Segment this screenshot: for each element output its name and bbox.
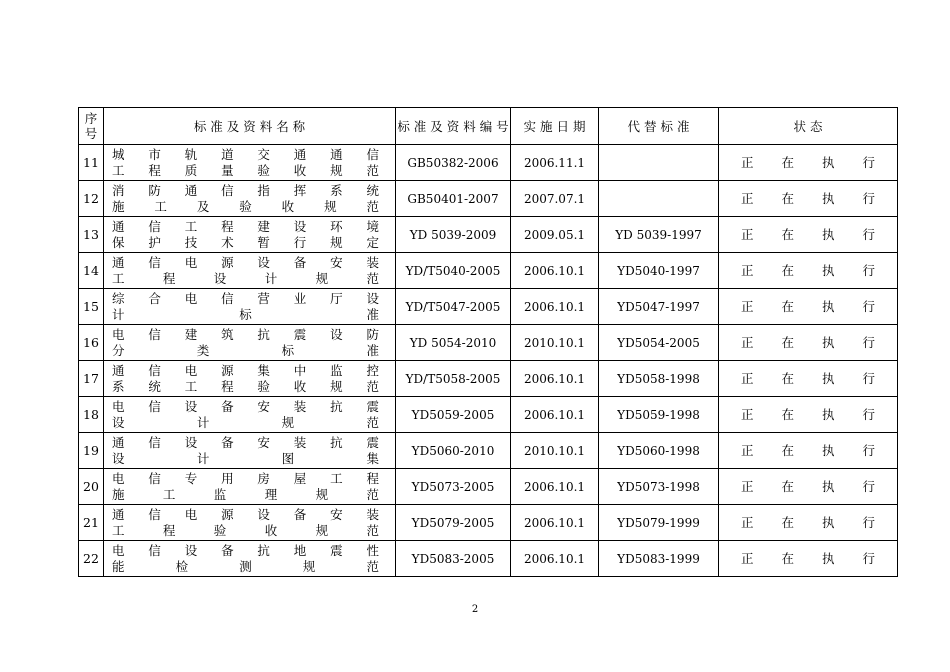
effective-date: 2007.07.1 (511, 181, 599, 217)
effective-date: 2006.10.1 (511, 397, 599, 433)
replaced-standard: YD5083-1999 (599, 541, 719, 577)
standard-code: YD 5039-2009 (396, 217, 511, 253)
table-row (79, 217, 898, 253)
standard-code: GB50382-2006 (396, 145, 511, 181)
effective-date: 2006.10.1 (511, 469, 599, 505)
effective-date: 2006.10.1 (511, 505, 599, 541)
row-number: 19 (79, 433, 104, 469)
header-name: 标 准 及 资 料 名 称 (104, 108, 396, 145)
table-row (79, 181, 898, 217)
replaced-standard: YD 5039-1997 (599, 217, 719, 253)
table-header-row (79, 108, 898, 145)
replaced-standard: YD5060-1998 (599, 433, 719, 469)
standard-name: 城 市 轨 道 交 通 通 信 工 程 质 量 验 收 规 范 (104, 145, 396, 181)
row-number: 18 (79, 397, 104, 433)
standard-name: 通 信 设 备 安 装 抗 震 设 计 图 集 (104, 433, 396, 469)
effective-date: 2006.10.1 (511, 253, 599, 289)
standard-code: YD/T5058-2005 (396, 361, 511, 397)
header-date: 实 施 日 期 (511, 108, 599, 145)
standard-name: 通 信 电 源 集 中 监 控 系 统 工 程 验 收 规 范 (104, 361, 396, 397)
replaced-standard: YD5058-1998 (599, 361, 719, 397)
standard-name: 通 信 电 源 设 备 安 装 工 程 设 计 规 范 (104, 253, 396, 289)
status-text: 正 在 执 行 (719, 433, 898, 469)
effective-date: 2006.10.1 (511, 541, 599, 577)
row-number: 16 (79, 325, 104, 361)
standard-name: 通 信 工 程 建 设 环 境 保 护 技 术 暂 行 规 定 (104, 217, 396, 253)
row-number: 21 (79, 505, 104, 541)
status-text: 正 在 执 行 (719, 541, 898, 577)
standard-code: YD5083-2005 (396, 541, 511, 577)
standard-name: 电 信 设 备 安 装 抗 震 设 计 规 范 (104, 397, 396, 433)
table-row (79, 253, 898, 289)
table-row (79, 505, 898, 541)
replaced-standard: YD5054-2005 (599, 325, 719, 361)
standard-name: 消 防 通 信 指 挥 系 统 施 工 及 验 收 规 范 (104, 181, 396, 217)
standard-name: 电 信 专 用 房 屋 工 程 施 工 监 理 规 范 (104, 469, 396, 505)
status-text: 正 在 执 行 (719, 361, 898, 397)
status-text: 正 在 执 行 (719, 217, 898, 253)
status-text: 正 在 执 行 (719, 397, 898, 433)
table-row (79, 469, 898, 505)
replaced-standard: YD5047-1997 (599, 289, 719, 325)
header-status: 状 态 (719, 108, 898, 145)
row-number: 12 (79, 181, 104, 217)
row-number: 17 (79, 361, 104, 397)
standard-name: 综 合 电 信 营 业 厅 设 计 标 准 (104, 289, 396, 325)
table-row (79, 433, 898, 469)
row-number: 14 (79, 253, 104, 289)
table-row (79, 145, 898, 181)
header-replace: 代 替 标 准 (599, 108, 719, 145)
standard-code: YD5079-2005 (396, 505, 511, 541)
standard-code: YD5059-2005 (396, 397, 511, 433)
status-text: 正 在 执 行 (719, 253, 898, 289)
header-code: 标 准 及 资 料 编 号 (396, 108, 511, 145)
effective-date: 2009.05.1 (511, 217, 599, 253)
standard-code: YD 5054-2010 (396, 325, 511, 361)
standard-name: 电 信 建 筑 抗 震 设 防 分 类 标 准 (104, 325, 396, 361)
standard-code: GB50401-2007 (396, 181, 511, 217)
table-row (79, 289, 898, 325)
status-text: 正 在 执 行 (719, 145, 898, 181)
status-text: 正 在 执 行 (719, 181, 898, 217)
standard-code: YD5073-2005 (396, 469, 511, 505)
status-text: 正 在 执 行 (719, 289, 898, 325)
effective-date: 2006.10.1 (511, 361, 599, 397)
replaced-standard: YD5040-1997 (599, 253, 719, 289)
effective-date: 2010.10.1 (511, 433, 599, 469)
standard-name: 电 信 设 备 抗 地 震 性 能 检 测 规 范 (104, 541, 396, 577)
table-row (79, 541, 898, 577)
row-number: 22 (79, 541, 104, 577)
standard-code: YD5060-2010 (396, 433, 511, 469)
table-row (79, 361, 898, 397)
row-number: 11 (79, 145, 104, 181)
replaced-standard (599, 145, 719, 181)
table-row (79, 397, 898, 433)
standard-code: YD/T5047-2005 (396, 289, 511, 325)
effective-date: 2006.11.1 (511, 145, 599, 181)
effective-date: 2006.10.1 (511, 289, 599, 325)
replaced-standard: YD5079-1999 (599, 505, 719, 541)
replaced-standard (599, 181, 719, 217)
effective-date: 2010.10.1 (511, 325, 599, 361)
replaced-standard: YD5073-1998 (599, 469, 719, 505)
table-row (79, 325, 898, 361)
standards-table (78, 107, 898, 577)
status-text: 正 在 执 行 (719, 469, 898, 505)
replaced-standard: YD5059-1998 (599, 397, 719, 433)
status-text: 正 在 执 行 (719, 325, 898, 361)
row-number: 20 (79, 469, 104, 505)
status-text: 正 在 执 行 (719, 505, 898, 541)
page-number: 2 (471, 604, 479, 615)
row-number: 13 (79, 217, 104, 253)
standard-name: 通 信 电 源 设 备 安 装 工 程 验 收 规 范 (104, 505, 396, 541)
header-seq: 序号 (79, 108, 104, 145)
standard-code: YD/T5040-2005 (396, 253, 511, 289)
row-number: 15 (79, 289, 104, 325)
